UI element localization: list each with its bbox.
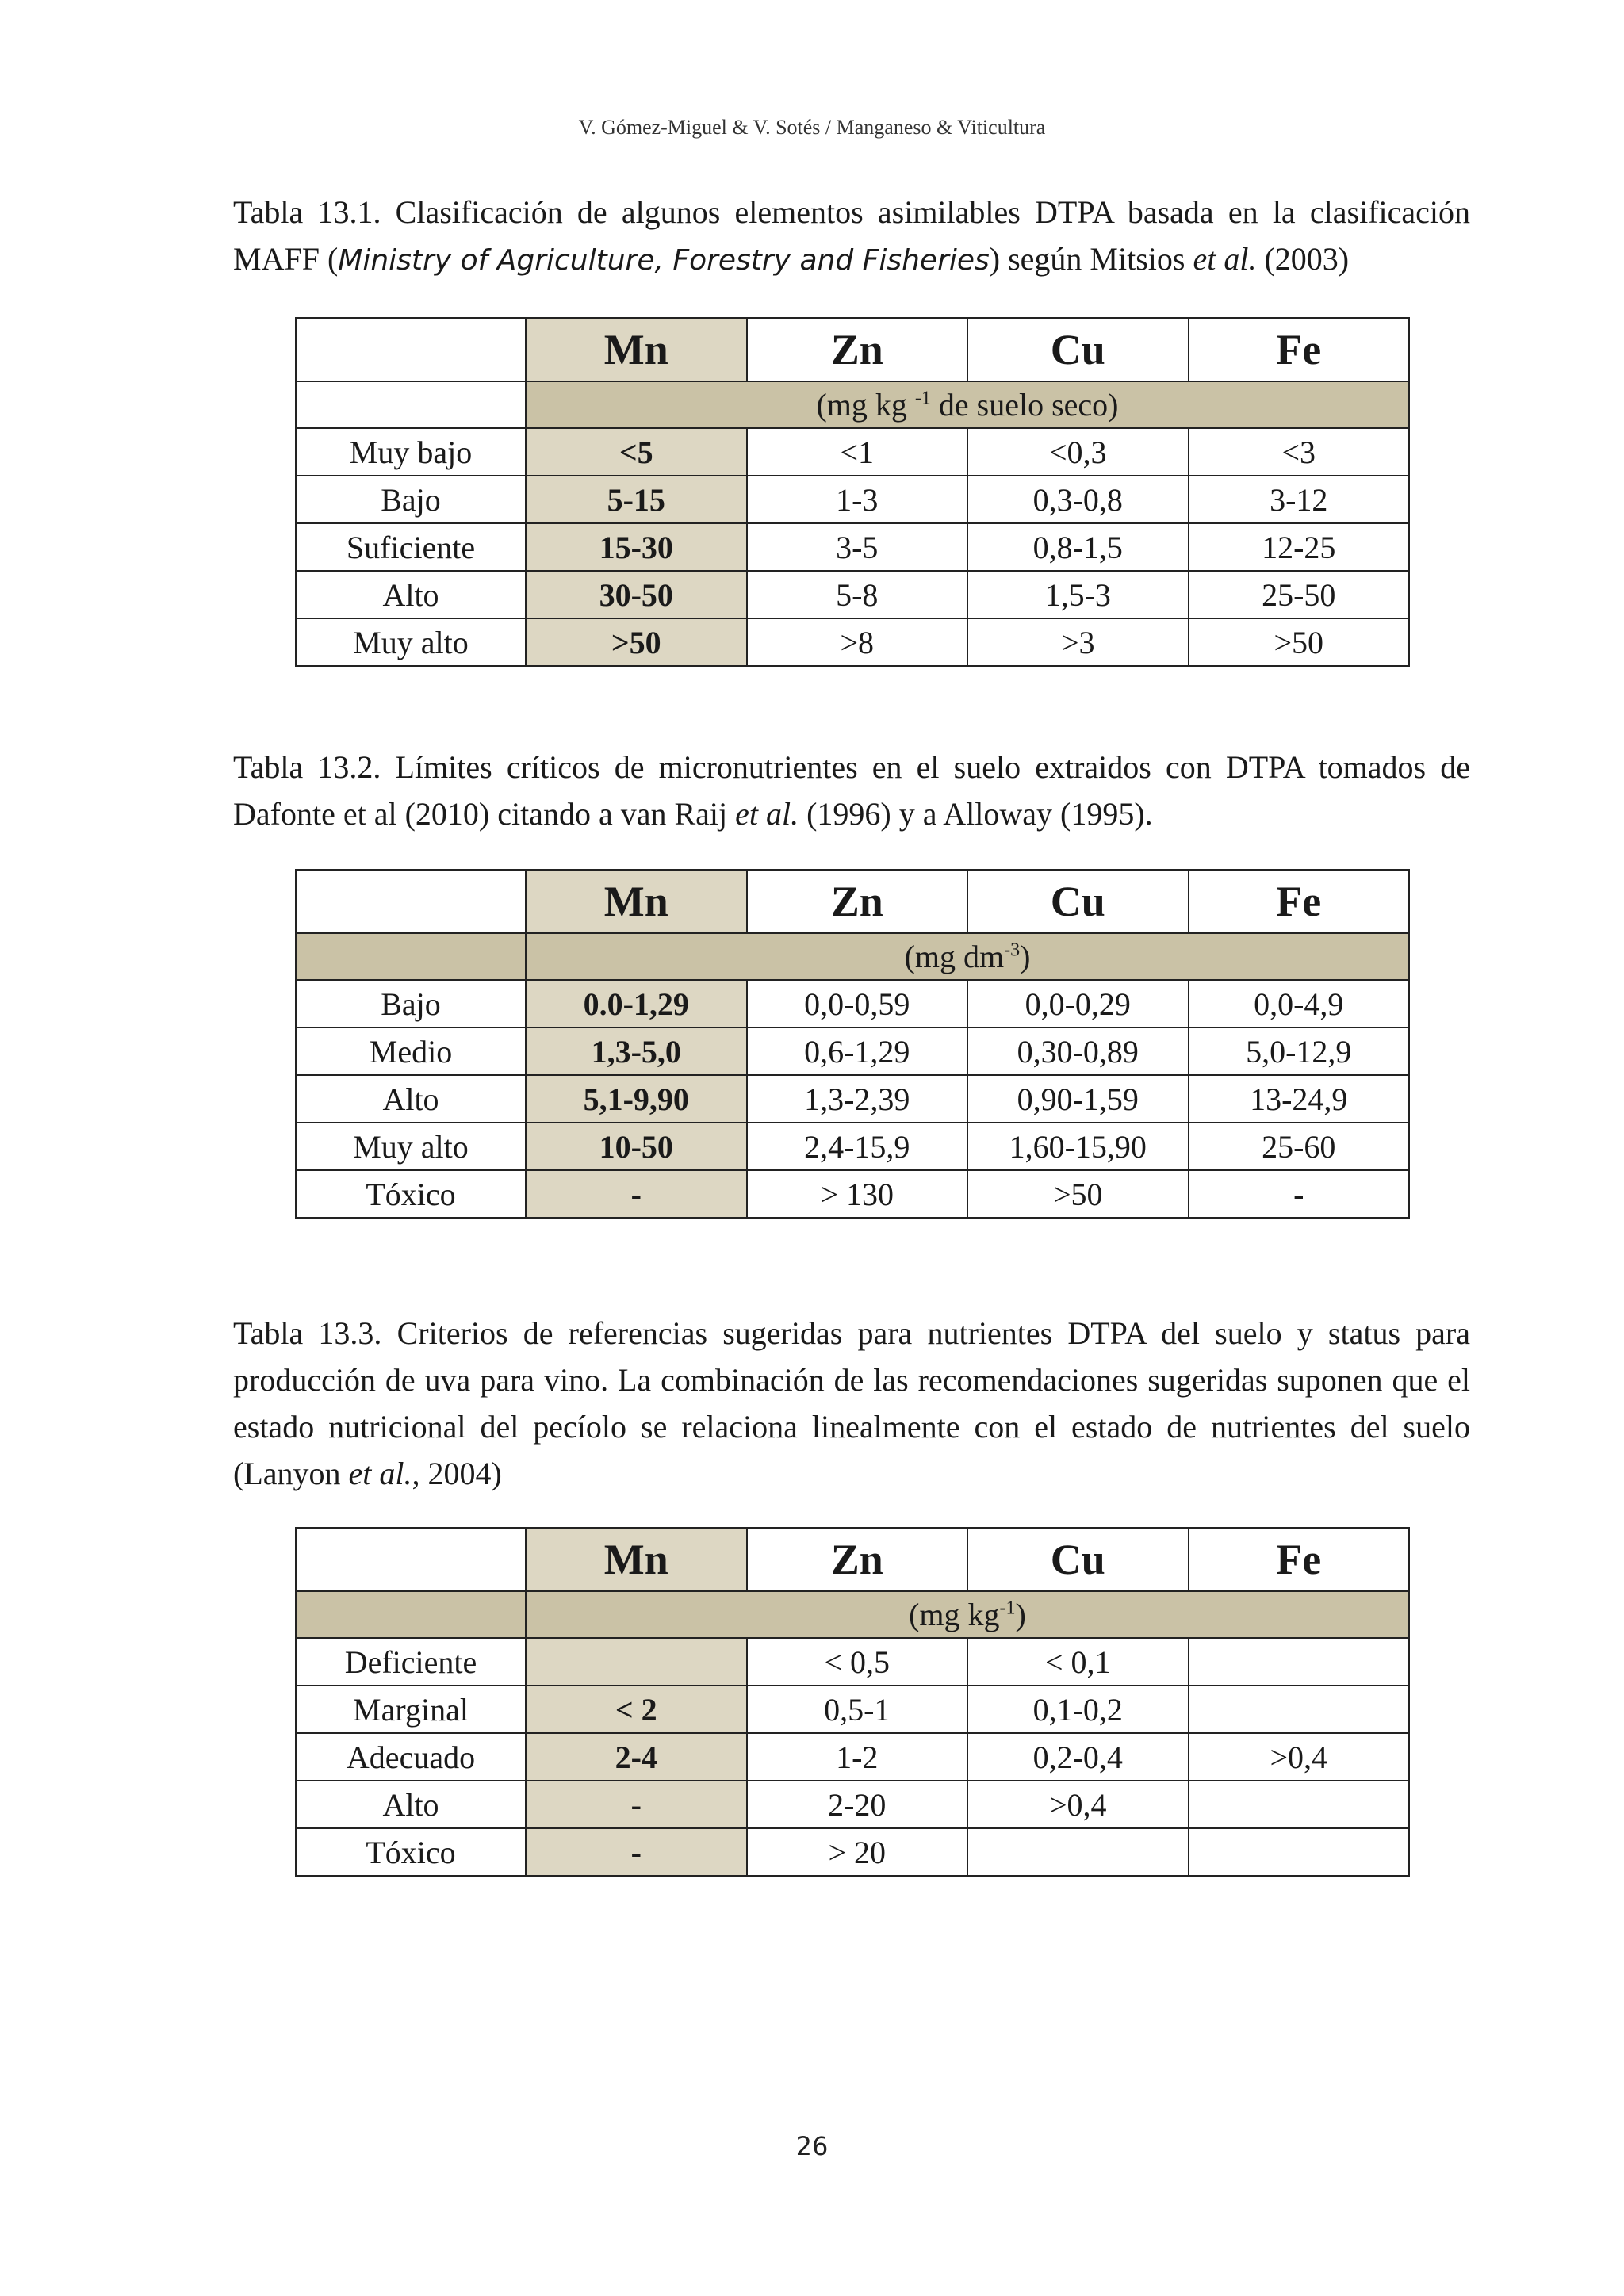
row-label: Suficiente	[296, 523, 526, 571]
row-label: Muy bajo	[296, 428, 526, 476]
table-cell: 10-50	[526, 1123, 747, 1170]
table2-unit-label: (mg $dm^{-3}$)	[526, 933, 1409, 980]
table-cell: 2,4-15,9	[747, 1123, 968, 1170]
row-label: Tóxico	[296, 1170, 526, 1218]
table-row	[296, 1123, 1409, 1170]
page-number: 26	[795, 2131, 829, 2161]
table2-header-row	[296, 870, 1409, 933]
table3-unit-label: (mg $kg^{-1}$)	[526, 1591, 1409, 1638]
table-row	[296, 428, 1409, 476]
table1-header-mn: Mn	[526, 318, 747, 381]
table3-header-zn: Zn	[747, 1528, 968, 1591]
table-row	[296, 1686, 1409, 1733]
table-cell: -	[526, 1828, 747, 1876]
row-label: Muy alto	[296, 618, 526, 666]
table-cell: <5	[526, 428, 747, 476]
table-cell: 13-24,9	[1189, 1075, 1410, 1123]
row-label: Tóxico	[296, 1828, 526, 1876]
table-cell: 5-15	[526, 476, 747, 523]
row-label: Muy alto	[296, 1123, 526, 1170]
row-label: Bajo	[296, 980, 526, 1027]
table3	[295, 1527, 1410, 1877]
table3-header-fe: Fe	[1189, 1528, 1410, 1591]
table-cell: 2-4	[526, 1733, 747, 1781]
table-cell: 0,6-1,29	[747, 1027, 968, 1075]
table-cell: 25-60	[1189, 1123, 1410, 1170]
table3-caption: Tabla 13.3. Criterios de referencias sugeridas para nutrientes DTPA del suelo y status para producción de uva para vino. La combinación de las recomendaciones sugeridas suponen que el estado nutricional del pecíolo se relaciona linealmente con el estado de nutrientes del suelo (Lanyon et al., 2004)	[233, 1315, 1470, 1491]
table-cell: 2-20	[747, 1781, 968, 1828]
table3-header-row	[296, 1528, 1409, 1591]
table-row	[296, 571, 1409, 618]
table-cell: < 2	[526, 1686, 747, 1733]
table-cell: 30-50	[526, 571, 747, 618]
table-cell: -	[526, 1170, 747, 1218]
table-cell: 0,30-0,89	[967, 1027, 1189, 1075]
table2-header-cu: Cu	[967, 870, 1189, 933]
table-cell	[1189, 1638, 1410, 1686]
table-cell: 1-3	[747, 476, 968, 523]
row-label: Alto	[296, 1075, 526, 1123]
table-cell: 0,8-1,5	[967, 523, 1189, 571]
table3-header-corner	[296, 1528, 526, 1591]
row-label: Adecuado	[296, 1733, 526, 1781]
table-cell: >3	[967, 618, 1189, 666]
table-cell: 0.0-1,29	[526, 980, 747, 1027]
table-cell	[1189, 1686, 1410, 1733]
table-row	[296, 618, 1409, 666]
table-cell	[526, 1638, 747, 1686]
table-cell: -	[1189, 1170, 1410, 1218]
table-cell: 5,0-12,9	[1189, 1027, 1410, 1075]
table-row	[296, 980, 1409, 1027]
table-cell: 1,3-5,0	[526, 1027, 747, 1075]
table-cell: <3	[1189, 428, 1410, 476]
table1-unit-label: (mg kg $^{-1}$ de suelo seco)	[526, 381, 1409, 428]
table-cell: 0,0-0,29	[967, 980, 1189, 1027]
table3-unit-row	[296, 1591, 1409, 1638]
table2-header-fe: Fe	[1189, 870, 1410, 933]
table-cell: 1-2	[747, 1733, 968, 1781]
table-cell: 25-50	[1189, 571, 1410, 618]
table-cell: <1	[747, 428, 968, 476]
table-row	[296, 523, 1409, 571]
table-cell: 0,2-0,4	[967, 1733, 1189, 1781]
row-label: Bajo	[296, 476, 526, 523]
table3-header-cu: Cu	[967, 1528, 1189, 1591]
table-cell: 3-5	[747, 523, 968, 571]
table1-caption: Tabla 13.1. Clasificación de algunos elementos asimilables DTPA basada en la clasificación MAFF (Ministry of Agriculture, Forestry and Fisheries) según Mitsios et al. (2003)	[233, 194, 1470, 277]
table-row	[296, 476, 1409, 523]
table-cell: <0,3	[967, 428, 1189, 476]
running-head: V. Gómez-Miguel & V. Sotés / Manganeso & Viticultura	[578, 116, 1046, 139]
table-cell: >8	[747, 618, 968, 666]
table3-unit-corner	[296, 1591, 526, 1638]
table-cell: 0,0-4,9	[1189, 980, 1410, 1027]
table-cell: 0,3-0,8	[967, 476, 1189, 523]
table-cell: > 130	[747, 1170, 968, 1218]
table-cell: >0,4	[1189, 1733, 1410, 1781]
table-cell: >50	[526, 618, 747, 666]
table1-header-fe: Fe	[1189, 318, 1410, 381]
table-cell: 1,60-15,90	[967, 1123, 1189, 1170]
table-cell: 0,5-1	[747, 1686, 968, 1733]
table-cell	[1189, 1828, 1410, 1876]
table-row	[296, 1075, 1409, 1123]
table1-header-row	[296, 318, 1409, 381]
table-row	[296, 1027, 1409, 1075]
table-cell	[967, 1828, 1189, 1876]
table2-unit-row	[296, 933, 1409, 980]
table1-unit-row	[296, 381, 1409, 428]
row-label: Deficiente	[296, 1638, 526, 1686]
table-cell: 3-12	[1189, 476, 1410, 523]
table-cell	[1189, 1781, 1410, 1828]
table-cell: 0,90-1,59	[967, 1075, 1189, 1123]
table2-caption: Tabla 13.2. Límites críticos de micronutrientes en el suelo extraidos con DTPA tomados de Dafonte et al (2010) citando a van Raij et al. (1996) y a Alloway (1995).	[233, 749, 1470, 832]
table-cell: > 20	[747, 1828, 968, 1876]
table-cell: < 0,5	[747, 1638, 968, 1686]
table-cell: >50	[1189, 618, 1410, 666]
table-cell: 0,1-0,2	[967, 1686, 1189, 1733]
table-cell: < 0,1	[967, 1638, 1189, 1686]
table-cell: 0,0-0,59	[747, 980, 968, 1027]
table-cell: 12-25	[1189, 523, 1410, 571]
table-row	[296, 1733, 1409, 1781]
table-cell: 5,1-9,90	[526, 1075, 747, 1123]
table2	[295, 869, 1410, 1219]
table1-header-corner	[296, 318, 526, 381]
table-cell: 5-8	[747, 571, 968, 618]
table-cell: -	[526, 1781, 747, 1828]
table1-header-zn: Zn	[747, 318, 968, 381]
table-cell: 1,5-3	[967, 571, 1189, 618]
row-label: Medio	[296, 1027, 526, 1075]
table2-header-mn: Mn	[526, 870, 747, 933]
table-cell: 15-30	[526, 523, 747, 571]
table2-header-zn: Zn	[747, 870, 968, 933]
table-cell: 1,3-2,39	[747, 1075, 968, 1123]
row-label: Alto	[296, 571, 526, 618]
table-row	[296, 1638, 1409, 1686]
table-row	[296, 1781, 1409, 1828]
table1-header-cu: Cu	[967, 318, 1189, 381]
table-cell: >50	[967, 1170, 1189, 1218]
row-label: Marginal	[296, 1686, 526, 1733]
table2-unit-corner	[296, 933, 526, 980]
table-row	[296, 1828, 1409, 1876]
table-row	[296, 1170, 1409, 1218]
table-cell: >0,4	[967, 1781, 1189, 1828]
table1	[295, 317, 1410, 667]
table1-unit-corner	[296, 381, 526, 428]
table3-header-mn: Mn	[526, 1528, 747, 1591]
table2-header-corner	[296, 870, 526, 933]
row-label: Alto	[296, 1781, 526, 1828]
